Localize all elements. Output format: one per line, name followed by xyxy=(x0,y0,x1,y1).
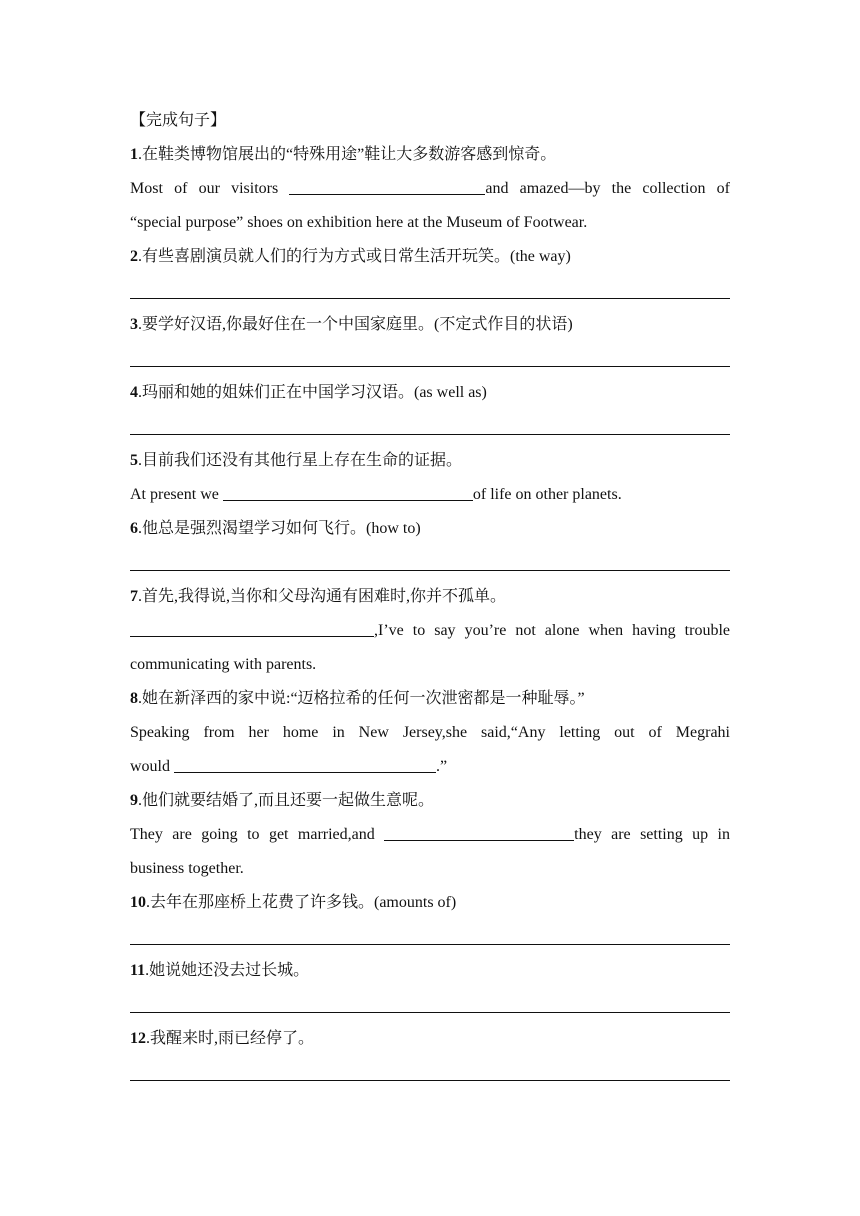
answer-rule-10[interactable] xyxy=(130,920,730,954)
answer-blank[interactable] xyxy=(130,618,374,637)
answer-rule-11[interactable] xyxy=(130,988,730,1022)
question-3: 3.要学好汉语,你最好住在一个中国家庭里。(不定式作目的状语) xyxy=(130,316,573,333)
question-1 xyxy=(130,138,730,172)
question-text: .在鞋类博物馆展出的“特殊用途”鞋让大多数游客感到惊奇。 xyxy=(138,146,557,163)
question-number: 1 xyxy=(130,146,138,163)
answer-rule-2[interactable] xyxy=(130,274,730,308)
section-title: 【完成句子】 xyxy=(130,112,227,129)
answer-line-8a: Speaking from her home in New Jersey,she said,“Any letting out of Megrahi xyxy=(130,724,730,741)
answer-line-1: Most of our visitors and amazed—by the collection of xyxy=(130,172,730,206)
answer-line-7: ,I’ve to say you’re not alone when having trouble xyxy=(130,614,730,648)
question-5: 5.目前我们还没有其他行星上存在生命的证据。 xyxy=(130,452,463,469)
question-10: 10.去年在那座桥上花费了许多钱。(amounts of) xyxy=(130,894,457,911)
answer-blank[interactable] xyxy=(174,754,436,773)
answer-line-9: They are going to get married,and they are setting up in xyxy=(130,818,730,852)
answer-blank[interactable] xyxy=(384,822,574,841)
question-4: 4.玛丽和她的姐妹们正在中国学习汉语。(as well as) xyxy=(130,384,487,401)
question-2: 2.有些喜剧演员就人们的行为方式或日常生活开玩笑。(the way) xyxy=(130,248,571,265)
answer-line-5: At present we of life on other planets. xyxy=(130,478,730,512)
question-7: 7.首先,我得说,当你和父母沟通有困难时,你并不孤单。 xyxy=(130,588,507,605)
question-11: 11.她说她还没去过长城。 xyxy=(130,962,310,979)
answer-continuation: “special purpose” shoes on exhibition here at the Museum of Footwear. xyxy=(130,214,588,231)
answer-blank[interactable] xyxy=(289,176,485,195)
answer-continuation: business together. xyxy=(130,860,244,877)
worksheet xyxy=(130,104,730,1090)
question-8: 8.她在新泽西的家中说:“迈格拉希的任何一次泄密都是一种耻辱。” xyxy=(130,690,585,707)
question-9: 9.他们就要结婚了,而且还要一起做生意呢。 xyxy=(130,792,435,809)
answer-continuation: communicating with parents. xyxy=(130,656,317,673)
answer-rule-3[interactable] xyxy=(130,342,730,376)
answer-blank[interactable] xyxy=(223,482,473,501)
answer-line-8b: would .” xyxy=(130,750,730,784)
answer-rule-6[interactable] xyxy=(130,546,730,580)
question-6: 6.他总是强烈渴望学习如何飞行。(how to) xyxy=(130,520,421,537)
question-12: 12.我醒来时,雨已经停了。 xyxy=(130,1030,315,1047)
answer-rule-12[interactable] xyxy=(130,1056,730,1090)
answer-rule-4[interactable] xyxy=(130,410,730,444)
